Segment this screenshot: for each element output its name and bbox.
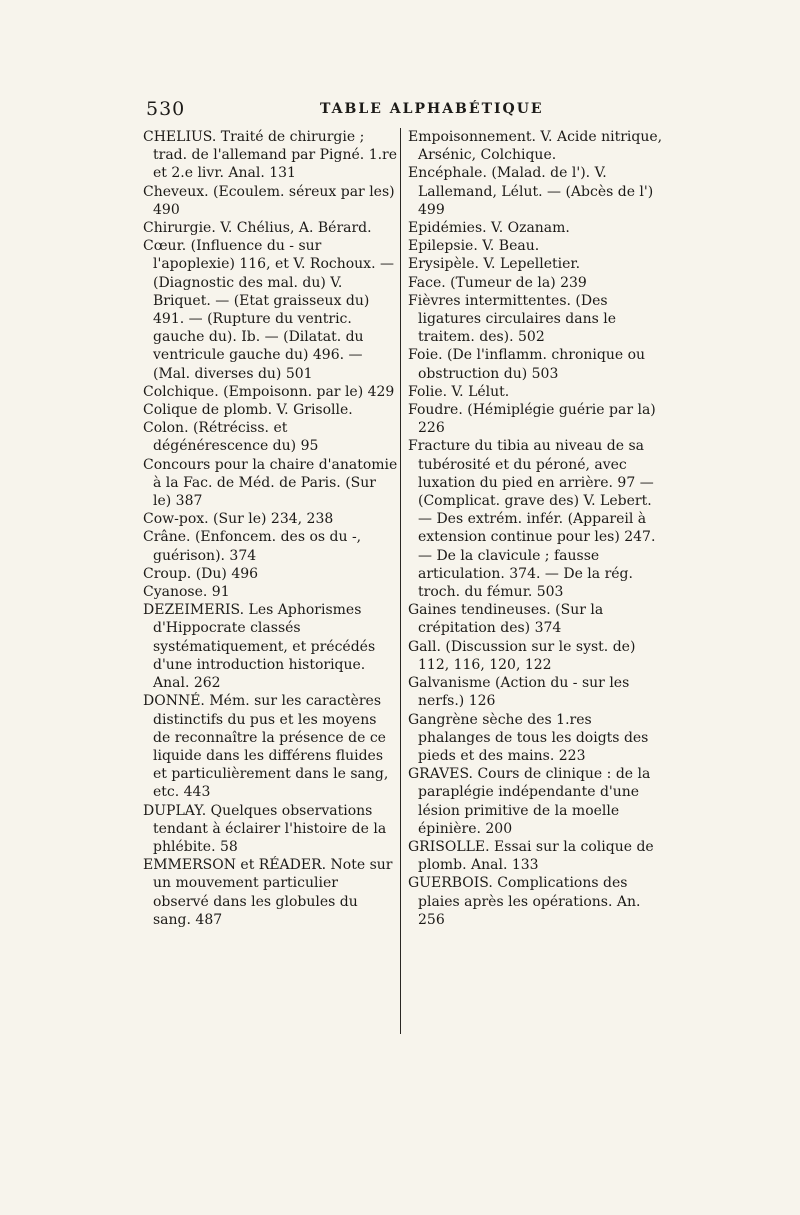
index-entry: Galvanisme (Action du - sur les nerfs.) 126 <box>408 675 630 710</box>
index-entry: Erysipèle. V. Lepelletier. <box>408 256 581 273</box>
index-entry: DEZEIMERIS. Les Aphorismes d'Hippocrate classés systématiquement, et précédés d'une introduction historique. Anal. 262 <box>143 602 376 692</box>
index-entry: Empoisonnement. V. Acide nitrique, Arsénic, Colchique. <box>408 129 663 164</box>
index-entry: Cow-pox. (Sur le) 234, 238 <box>143 511 334 528</box>
index-entry: GUERBOIS. Complications des plaies après les opérations. An. 256 <box>408 875 641 928</box>
index-entry: Gangrène sèche des 1.res phalanges de tous les doigts des pieds et des mains. 223 <box>408 711 649 764</box>
index-entry: Fièvres intermittentes. (Des ligatures circulaires dans le traitem. des). 502 <box>408 292 617 346</box>
index-entry: Colique de plomb. V. Grisolle. <box>143 402 353 419</box>
index-entry: CHELIUS. Traité de chirurgie ; trad. de l'allemand par Pigné. 1.re et 2.e livr. Anal. 131 <box>143 129 398 182</box>
index-entry: Cheveux. (Ecoulem. séreux par les) 490 <box>143 183 395 218</box>
index-entry: Foudre. (Hémiplégie guérie par la) 226 <box>408 402 656 437</box>
index-entry: Colon. (Rétréciss. et dégénérescence du) 95 <box>143 420 319 455</box>
index-entry: Encéphale. (Malad. de l'). V. Lallemand, Lélut. — (Abcès de l') 499 <box>408 165 654 218</box>
index-entry: Folie. V. Lélut. <box>408 383 510 400</box>
index-entry: Crâne. (Enfoncem. des os du -, guérison). 374 <box>143 529 362 564</box>
index-entry: Croup. (Du) 496 <box>143 565 259 582</box>
running-title: TABLE ALPHABÉTIQUE <box>320 101 544 117</box>
index-entry: GRISOLLE. Essai sur la colique de plomb. Anal. 133 <box>408 838 654 874</box>
index-entry: GRAVES. Cours de clinique : de la paraplégie indépendante d'une lésion primitive de la moelle épinière. 200 <box>408 766 651 837</box>
page-header <box>146 98 666 122</box>
index-entry: Colchique. (Empoisonn. par le) 429 <box>143 383 395 400</box>
index-entry: Foie. (De l'inflamm. chronique ou obstruction du) 503 <box>408 347 646 382</box>
index-entry: Face. (Tumeur de la) 239 <box>408 274 587 291</box>
index-entry: Gaines tendineuses. (Sur la crépitation des) 374 <box>408 602 604 637</box>
index-entry: Epilepsie. V. Beau. <box>408 238 540 255</box>
index-entry: Epidémies. V. Ozanam. <box>408 220 570 237</box>
index-entry: Cœur. (Influence du - sur l'apoplexie) 116, et V. Rochoux. — (Diagnostic des mal. du) V. Briquet. — (Etat graisseux du) 491. — (Rupture du ventric. gauche du). Ib. — (Dilatat. du ventricule gauche du) 496. — (Mal. diverses du) 501 <box>143 238 394 382</box>
index-entry: Cyanose. 91 <box>143 584 230 601</box>
index-entry: Chirurgie. V. Chélius, A. Bérard. <box>143 220 372 237</box>
left-column <box>143 128 398 929</box>
right-column <box>408 128 663 929</box>
index-entry: EMMERSON et RÉADER. Note sur un mouvement particulier observé dans les globules du sang. 487 <box>143 857 393 928</box>
index-entry: Fracture du tibia au niveau de sa tubérosité et du péroné, avec luxation du pied en arrière. 97 — (Complicat. grave des) V. Lebert. — Des extrém. infér. (Appareil à extension continue pour les) 247. — De la clavicule ; fausse articulation. 374. — De la rég. troch. du fémur. 503 <box>408 438 656 601</box>
index-entry: DUPLAY. Quelques observations tendant à éclairer l'histoire de la phlébite. 58 <box>143 802 387 855</box>
index-entry: DONNÉ. Mém. sur les caractères distinctifs du pus et les moyens de reconnaître la présence de ce liquide dans les différens fluides et particulièrement dans le sang, etc. 443 <box>143 693 389 801</box>
column-divider <box>400 128 401 1034</box>
index-entry: Gall. (Discussion sur le syst. de) 112, 116, 120, 122 <box>408 638 636 673</box>
index-entry: Concours pour la chaire d'anatomie à la Fac. de Méd. de Paris. (Sur le) 387 <box>143 456 398 510</box>
page-number: 530 <box>146 98 186 120</box>
